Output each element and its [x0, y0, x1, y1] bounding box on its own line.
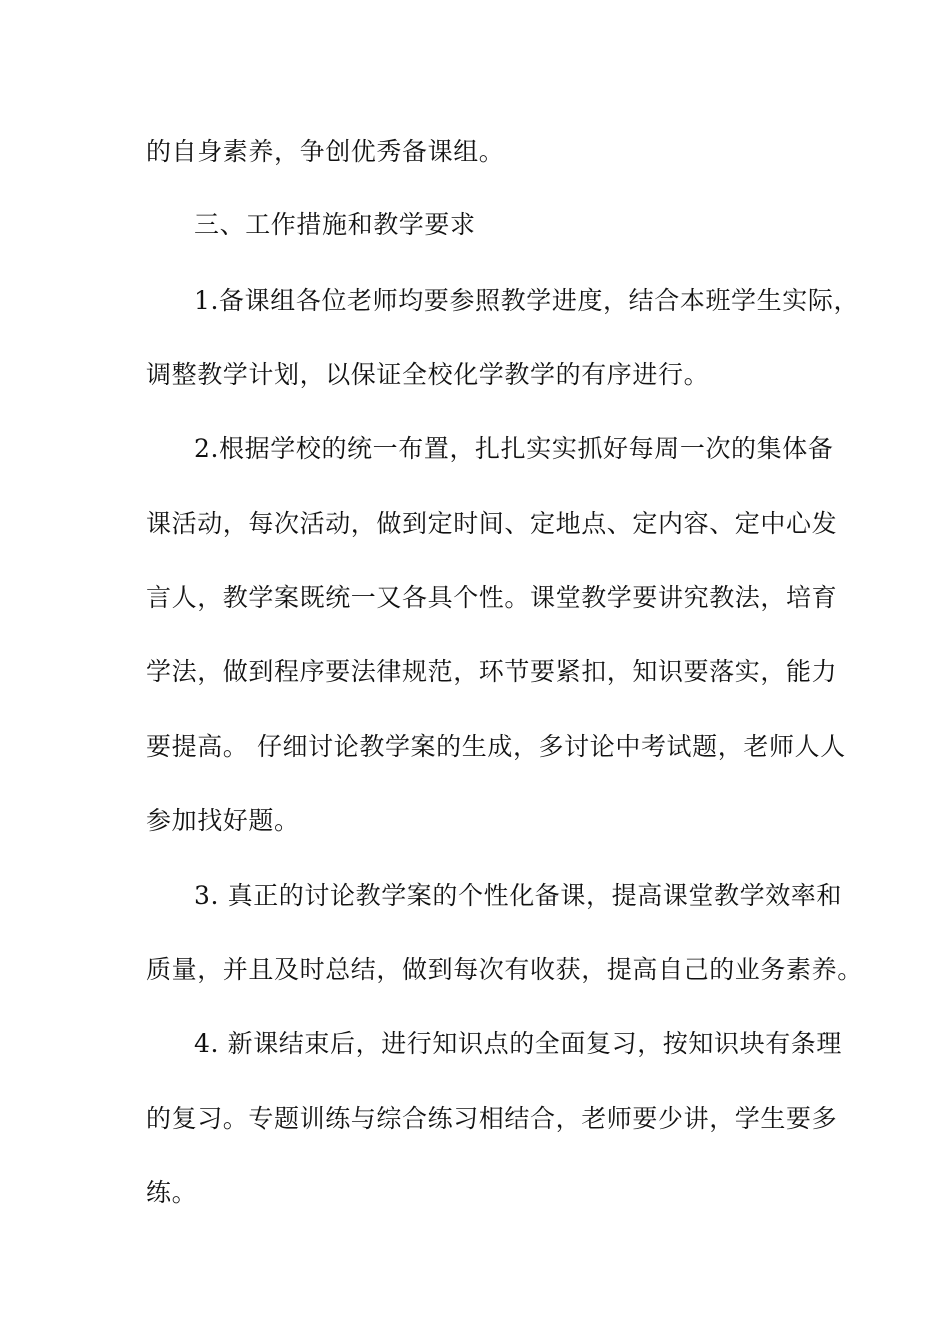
text-line: 学法，做到程序要法律规范，环节要紧扣，知识要落实，能力 [146, 657, 838, 686]
text-line: 练。 [146, 1178, 198, 1207]
text-line: 要提高。 仔细讨论教学案的生成，多讨论中考试题，老师人人 [146, 732, 846, 761]
text-line: 参加找好题。 [146, 806, 300, 835]
text-line: 1.备课组各位老师均要参照教学进度，结合本班学生实际， [194, 286, 860, 315]
text-line: 的自身素养，争创优秀备课组。 [146, 137, 505, 166]
section-heading: 三、工作措施和教学要求 [194, 210, 476, 239]
text-line: 的复习。专题训练与综合练习相结合，老师要少讲，学生要多 [146, 1104, 838, 1133]
text-line: 质量，并且及时总结，做到每次有收获，提高自己的业务素养。 [146, 955, 863, 984]
text-line: 3. 真正的讨论教学案的个性化备课，提高课堂教学效率和 [194, 881, 843, 910]
text-line: 言人，教学案既统一又各具个性。课堂教学要讲究教法，培育 [146, 583, 838, 612]
text-line: 2.根据学校的统一布置，扎扎实实抓好每周一次的集体备 [194, 434, 834, 463]
text-line: 课活动，每次活动，做到定时间、定地点、定内容、定中心发 [146, 509, 838, 538]
text-line: 调整教学计划，以保证全校化学教学的有序进行。 [146, 360, 710, 389]
text-line: 4. 新课结束后，进行知识点的全面复习，按知识块有条理 [194, 1029, 843, 1058]
